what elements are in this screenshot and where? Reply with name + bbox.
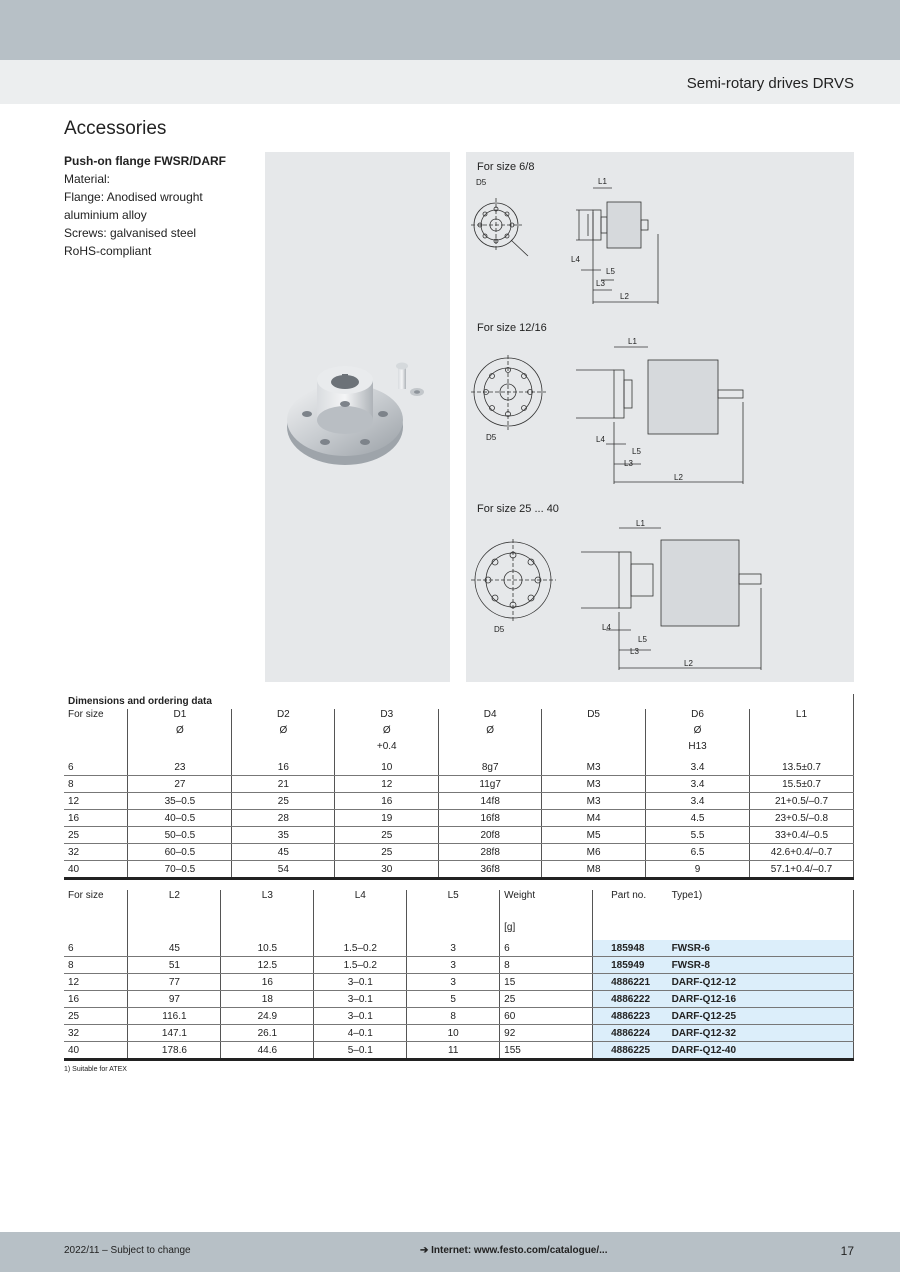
- part-number: 4886222: [593, 991, 658, 1008]
- table-row: [64, 759, 854, 776]
- table-cell: 3: [407, 940, 500, 957]
- table-cell: 28: [232, 810, 335, 827]
- dim-label: L4: [602, 623, 611, 632]
- table-row: [64, 861, 854, 879]
- table-cell: 44.6: [221, 1042, 314, 1060]
- dim-label: L2: [674, 473, 683, 482]
- col-header: L4: [314, 890, 407, 906]
- dim-label: L2: [684, 659, 693, 668]
- dim-label: D5: [486, 433, 497, 442]
- col-header: L5: [407, 890, 500, 906]
- table-title: Dimensions and ordering data: [64, 694, 854, 709]
- col-header: D5: [542, 709, 646, 725]
- table-row: [64, 827, 854, 844]
- table-cell: 25: [335, 827, 439, 844]
- table-cell: 57.1+0.4/–0.7: [749, 861, 853, 879]
- table-row: [64, 1025, 854, 1042]
- table-cell: 36f8: [439, 861, 542, 879]
- table-cell: 50–0.5: [128, 827, 232, 844]
- table-cell: 45: [232, 844, 335, 861]
- table-row: [64, 940, 854, 957]
- table-cell: 4–0.1: [314, 1025, 407, 1042]
- table-cell: 45: [128, 940, 221, 957]
- dim-label: L4: [596, 435, 605, 444]
- col-header: Part no.: [593, 890, 658, 906]
- table-cell: M3: [542, 759, 646, 776]
- table-cell: 3: [407, 957, 500, 974]
- table-cell: 26.1: [221, 1025, 314, 1042]
- dim-label: L3: [596, 279, 605, 288]
- footer-internet-link[interactable]: ➔ Internet: www.festo.com/catalogue/...: [420, 1245, 608, 1256]
- type-code: DARF-Q12-12: [658, 974, 854, 991]
- table-cell: 54: [232, 861, 335, 879]
- table-cell: 3.4: [646, 776, 750, 793]
- table-cell: 3.4: [646, 793, 750, 810]
- table-cell: 147.1: [128, 1025, 221, 1042]
- table-cell: 14f8: [439, 793, 542, 810]
- col-header: D2: [232, 709, 335, 725]
- table-cell: M8: [542, 861, 646, 879]
- table-cell: 40: [64, 1042, 128, 1060]
- table-cell: 25: [500, 991, 593, 1008]
- footnote: 1) Suitable for ATEX: [64, 1066, 127, 1073]
- drawing-size-6-8-labels: [476, 177, 629, 301]
- table-cell: 16: [64, 810, 128, 827]
- table-row: [64, 1042, 854, 1060]
- header-title: Semi-rotary drives DRVS: [686, 75, 854, 92]
- type-code: DARF-Q12-16: [658, 991, 854, 1008]
- table-cell: 12: [335, 776, 439, 793]
- drawing-size-6-8: [471, 188, 658, 304]
- table-cell: 10: [407, 1025, 500, 1042]
- dim-label: D5: [476, 178, 487, 187]
- table-cell: 10: [335, 759, 439, 776]
- table-cell: M3: [542, 793, 646, 810]
- table-row: [64, 991, 854, 1008]
- col-header: D6: [646, 709, 750, 725]
- table-cell: 21+0.5/–0.7: [749, 793, 853, 810]
- table-cell: 155: [500, 1042, 593, 1060]
- table-cell: 32: [64, 1025, 128, 1042]
- col-header: For size: [68, 709, 104, 720]
- col-header: D4: [439, 709, 542, 725]
- type-code: FWSR-8: [658, 957, 854, 974]
- table-row: [64, 974, 854, 991]
- col-header: D3: [335, 709, 439, 725]
- table-cell: 8: [407, 1008, 500, 1025]
- part-number: 4886223: [593, 1008, 658, 1025]
- table-cell: 8: [64, 957, 128, 974]
- table-cell: M4: [542, 810, 646, 827]
- part-number: 185949: [593, 957, 658, 974]
- col-subheader: Ø: [439, 725, 542, 741]
- table-cell: 5: [407, 991, 500, 1008]
- dim-label: L4: [571, 255, 580, 264]
- dim-label: L3: [630, 647, 639, 656]
- table-cell: 27: [128, 776, 232, 793]
- dim-label: L5: [632, 447, 641, 456]
- table-cell: 35: [232, 827, 335, 844]
- table-cell: 51: [128, 957, 221, 974]
- table-cell: 16: [335, 793, 439, 810]
- table-cell: 13.5±0.7: [749, 759, 853, 776]
- table-cell: 60–0.5: [128, 844, 232, 861]
- col-subheader: [g]: [500, 922, 593, 940]
- table-cell: 4.5: [646, 810, 750, 827]
- dim-label: L5: [638, 635, 647, 644]
- table-cell: 33+0.4/–0.5: [749, 827, 853, 844]
- table-cell: M5: [542, 827, 646, 844]
- table-cell: 11g7: [439, 776, 542, 793]
- part-number: 185948: [593, 940, 658, 957]
- col-subheader: Ø: [232, 725, 335, 741]
- table-cell: 1.5–0.2: [314, 957, 407, 974]
- col-header: L1: [749, 709, 853, 725]
- table-cell: 3–0.1: [314, 991, 407, 1008]
- col-header: Weight: [500, 890, 593, 906]
- product-line: Material:: [64, 172, 111, 186]
- table-cell: 32: [64, 844, 128, 861]
- table-cell: 8g7: [439, 759, 542, 776]
- table-cell: 12: [64, 793, 128, 810]
- col-subheader: H13: [646, 741, 750, 759]
- table-cell: 178.6: [128, 1042, 221, 1060]
- type-code: DARF-Q12-32: [658, 1025, 854, 1042]
- product-description: [64, 152, 254, 260]
- table-cell: 12.5: [221, 957, 314, 974]
- table-row: [64, 810, 854, 827]
- table-cell: M6: [542, 844, 646, 861]
- table-cell: 24.9: [221, 1008, 314, 1025]
- table-cell: 1.5–0.2: [314, 940, 407, 957]
- table-cell: 25: [232, 793, 335, 810]
- table-cell: 28f8: [439, 844, 542, 861]
- table-cell: 92: [500, 1025, 593, 1042]
- dimensions-table-body: [64, 759, 854, 879]
- table-cell: 16: [232, 759, 335, 776]
- col-subheader: Ø: [646, 725, 750, 741]
- table-cell: 25: [64, 827, 128, 844]
- table-cell: 23: [128, 759, 232, 776]
- table-cell: 8: [64, 776, 128, 793]
- drawing-label-12-16: For size 12/16: [477, 322, 547, 334]
- table-cell: 11: [407, 1042, 500, 1060]
- flange-illustration: [265, 152, 450, 682]
- drawing-size-12-16: [471, 347, 743, 484]
- drawing-label-6-8: For size 6/8: [477, 161, 535, 173]
- table-cell: 40–0.5: [128, 810, 232, 827]
- dim-label: L1: [636, 519, 645, 528]
- part-number: 4886225: [593, 1042, 658, 1060]
- ordering-table: [64, 890, 854, 1061]
- ordering-table-body: [64, 940, 854, 1060]
- table-cell: 97: [128, 991, 221, 1008]
- top-band: [0, 0, 900, 60]
- table-cell: 16: [64, 991, 128, 1008]
- table-cell: 3–0.1: [314, 1008, 407, 1025]
- table-row: [64, 1008, 854, 1025]
- col-header: Type1): [658, 890, 854, 906]
- table-row: [64, 793, 854, 810]
- table-cell: 10.5: [221, 940, 314, 957]
- table-cell: 25: [64, 1008, 128, 1025]
- table-cell: 6: [500, 940, 593, 957]
- dim-label: L2: [620, 292, 629, 301]
- table-cell: 15.5±0.7: [749, 776, 853, 793]
- table-cell: 3.4: [646, 759, 750, 776]
- table-cell: M3: [542, 776, 646, 793]
- dim-label: L1: [628, 337, 637, 346]
- type-code: DARF-Q12-25: [658, 1008, 854, 1025]
- part-number: 4886224: [593, 1025, 658, 1042]
- dim-label: L3: [624, 459, 633, 468]
- table-cell: 16f8: [439, 810, 542, 827]
- product-line: RoHS-compliant: [64, 244, 152, 258]
- dim-label: L1: [598, 177, 607, 186]
- table-cell: 5.5: [646, 827, 750, 844]
- footer-date: 2022/11 – Subject to change: [64, 1245, 191, 1256]
- table-cell: 30: [335, 861, 439, 879]
- table-cell: 8: [500, 957, 593, 974]
- type-code: FWSR-6: [658, 940, 854, 957]
- table-row: [64, 844, 854, 861]
- type-code: DARF-Q12-40: [658, 1042, 854, 1060]
- part-number: 4886221: [593, 974, 658, 991]
- dim-label: D5: [494, 625, 505, 634]
- table-cell: 35–0.5: [128, 793, 232, 810]
- table-cell: 21: [232, 776, 335, 793]
- table-cell: 25: [335, 844, 439, 861]
- table-cell: 70–0.5: [128, 861, 232, 879]
- col-subheader: +0.4: [335, 741, 439, 759]
- table-cell: 23+0.5/–0.8: [749, 810, 853, 827]
- page-number: 17: [840, 1244, 854, 1258]
- table-row: [64, 957, 854, 974]
- product-photo-panel: [265, 152, 450, 682]
- col-header: For size: [68, 890, 104, 901]
- technical-drawings: [466, 152, 854, 682]
- table-cell: 6.5: [646, 844, 750, 861]
- drawing-size-25-40: [471, 528, 761, 670]
- table-cell: 19: [335, 810, 439, 827]
- table-cell: 9: [646, 861, 750, 879]
- dim-label: L5: [606, 267, 615, 276]
- product-line: Screws: galvanised steel: [64, 226, 197, 240]
- table-cell: 20f8: [439, 827, 542, 844]
- table-row: [64, 776, 854, 793]
- table-cell: 116.1: [128, 1008, 221, 1025]
- table-cell: 3–0.1: [314, 974, 407, 991]
- table-cell: 40: [64, 861, 128, 879]
- table-cell: 16: [221, 974, 314, 991]
- table-cell: 12: [64, 974, 128, 991]
- col-header: D1: [128, 709, 232, 725]
- table-cell: 6: [64, 940, 128, 957]
- table-cell: 60: [500, 1008, 593, 1025]
- col-header: L3: [221, 890, 314, 906]
- col-header: L2: [128, 890, 221, 906]
- col-subheader: Ø: [335, 725, 439, 741]
- table-cell: 5–0.1: [314, 1042, 407, 1060]
- table-cell: 3: [407, 974, 500, 991]
- table-cell: 42.6+0.4/–0.7: [749, 844, 853, 861]
- table-cell: 18: [221, 991, 314, 1008]
- col-subheader: Ø: [128, 725, 232, 741]
- table-cell: 15: [500, 974, 593, 991]
- table-cell: 77: [128, 974, 221, 991]
- table-cell: 6: [64, 759, 128, 776]
- product-name: Push-on flange FWSR/DARF: [64, 154, 226, 168]
- product-line: Flange: Anodised wrought aluminium alloy: [64, 190, 203, 222]
- drawing-label-25-40: For size 25 ... 40: [477, 503, 559, 515]
- section-title: Accessories: [64, 118, 167, 139]
- dimensions-table: [64, 694, 854, 880]
